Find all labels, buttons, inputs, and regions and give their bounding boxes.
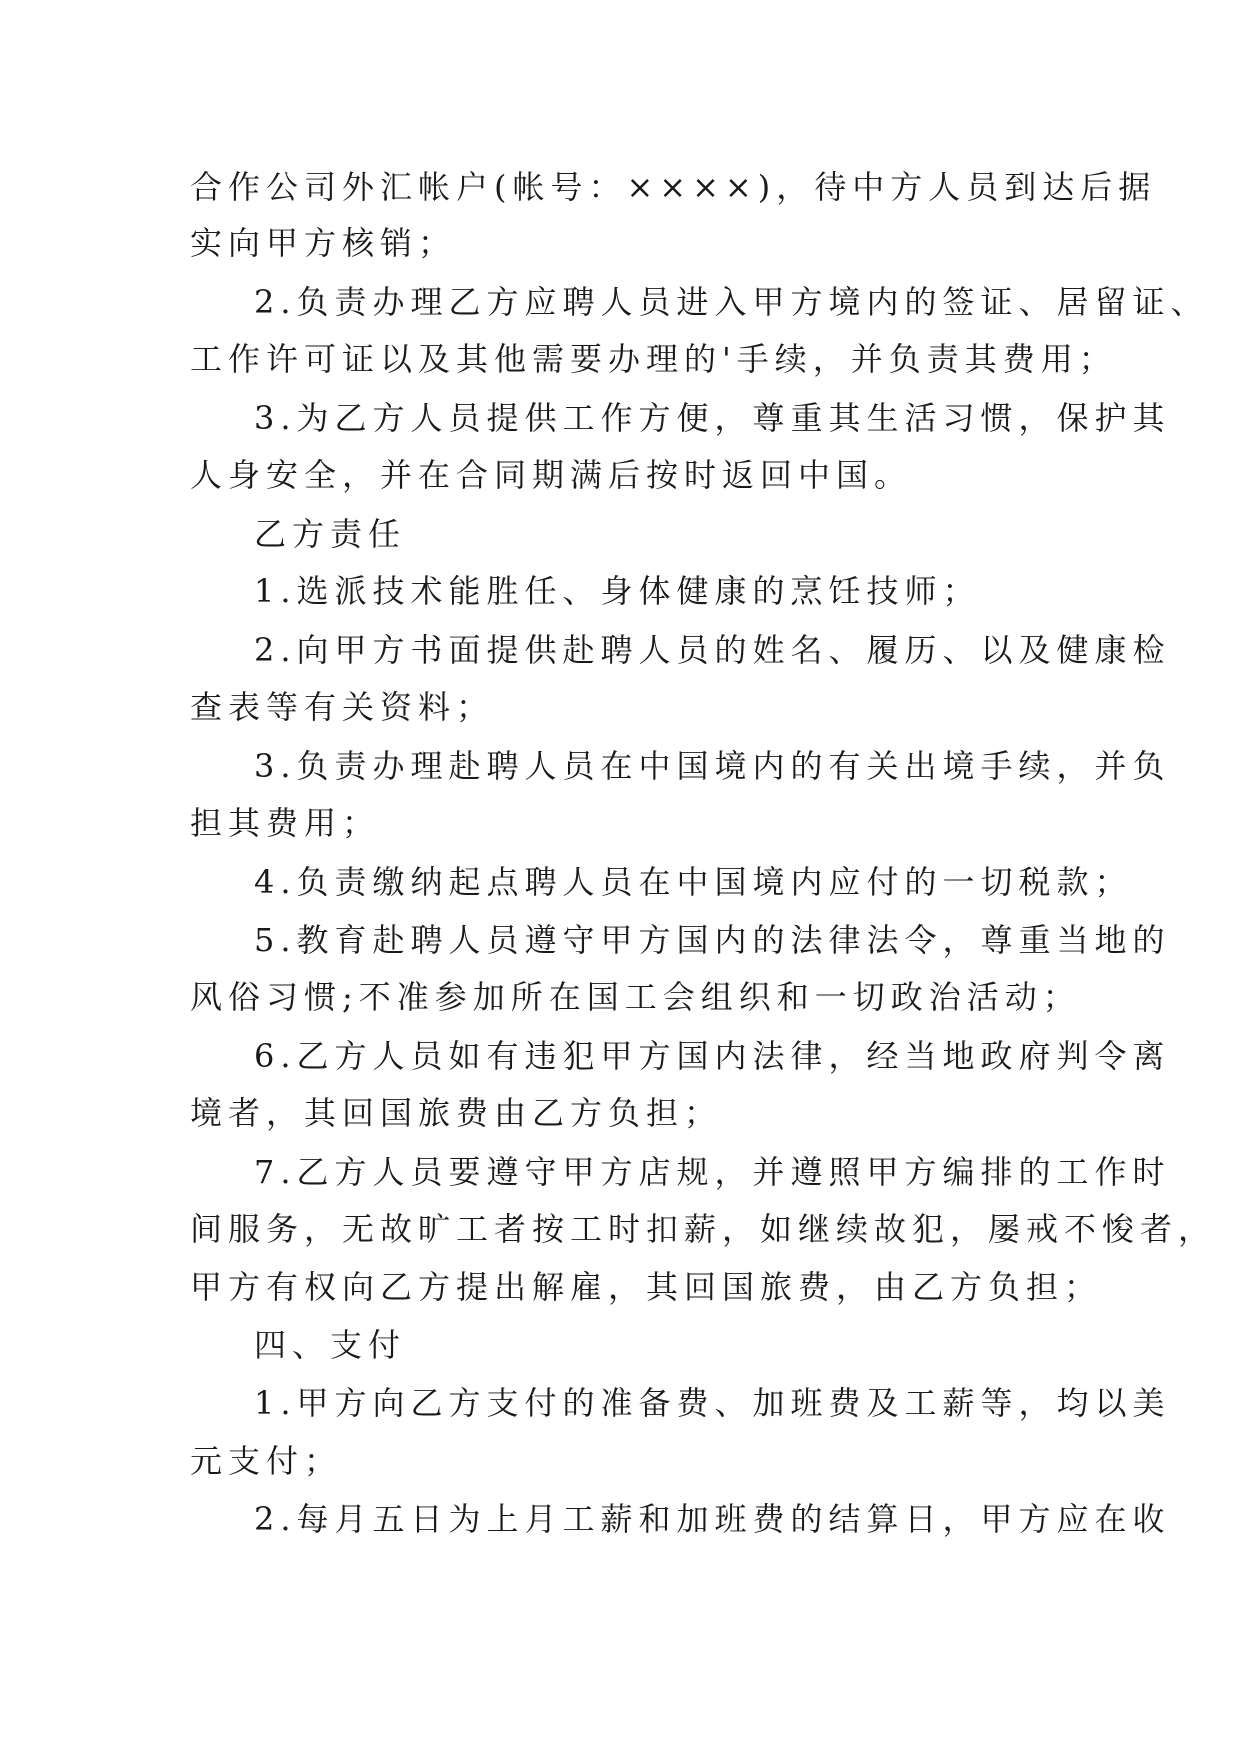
- text-line: 1.选派技术能胜任、身体健康的烹饪技师；: [254, 572, 981, 610]
- text-line: 境者，其回国旅费由乙方负担；: [190, 1094, 723, 1132]
- text-line: 间服务，无故旷工者按工时扣薪，如继续故犯，屡戒不悛者，: [190, 1210, 1217, 1248]
- text-line: 6.乙方人员如有违犯甲方国内法律，经当地政府判令离: [254, 1037, 1171, 1075]
- section-heading: 四、支付: [254, 1326, 407, 1364]
- text-line: 3.为乙方人员提供工作方便，尊重其生活习惯，保护其: [254, 399, 1171, 437]
- text-line: 7.乙方人员要遵守甲方店规，并遵照甲方编排的工作时: [254, 1153, 1171, 1191]
- text-line: 风俗习惯;不准参加所在国工会组织和一切政治活动；: [190, 978, 1081, 1016]
- text-line: 5.教育赴聘人员遵守甲方国内的法律法令，尊重当地的: [254, 921, 1171, 959]
- text-line: 2.向甲方书面提供赴聘人员的姓名、履历、以及健康检: [254, 631, 1171, 669]
- text-line: 1.甲方向乙方支付的准备费、加班费及工薪等，均以美: [254, 1384, 1171, 1422]
- text-line: 合作公司外汇帐户(帐号：××××)，待中方人员到达后据: [190, 168, 1157, 206]
- text-line: 实向甲方核销；: [190, 224, 457, 262]
- text-line: 2.每月五日为上月工薪和加班费的结算日，甲方应在收: [254, 1500, 1171, 1538]
- text-line: 查表等有关资料；: [190, 688, 495, 726]
- text-line: 3.负责办理赴聘人员在中国境内的有关出境手续，并负: [254, 747, 1171, 785]
- text-line: 4.负责缴纳起点聘人员在中国境内应付的一切税款；: [254, 863, 1133, 901]
- text-line: 人身安全，并在合同期满后按时返回中国。: [190, 456, 913, 494]
- section-heading: 乙方责任: [254, 515, 407, 553]
- text-line: 工作许可证以及其他需要办理的'手续，并负责其费用；: [190, 340, 1117, 378]
- text-line: 2.负责办理乙方应聘人员进入甲方境内的签证、居留证、: [254, 283, 1209, 321]
- text-line: 担其费用；: [190, 804, 381, 842]
- text-line: 甲方有权向乙方提出解雇，其回国旅费，由乙方负担；: [190, 1268, 1103, 1306]
- text-line: 元支付；: [190, 1442, 343, 1480]
